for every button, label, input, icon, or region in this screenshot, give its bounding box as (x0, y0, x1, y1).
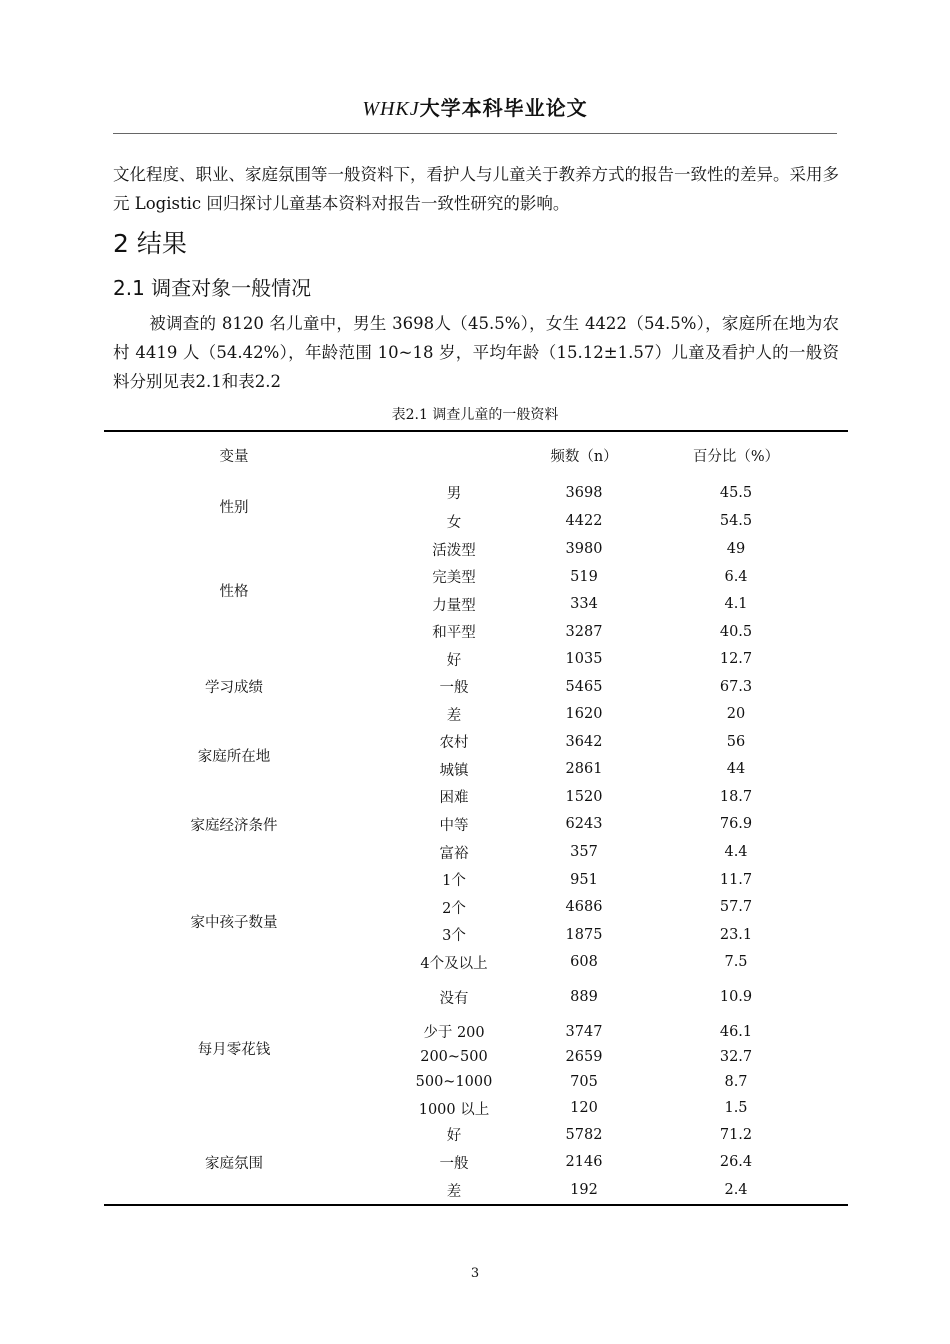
category-cell: 1个 (442, 873, 466, 889)
frequency-cell: 519 (570, 568, 598, 585)
header-rule (113, 133, 837, 134)
frequency-cell: 3698 (565, 484, 603, 501)
frequency-cell: 120 (570, 1100, 598, 1116)
header-percent: 百分比（%） (692, 448, 780, 465)
percent-cell: 49 (726, 541, 746, 557)
frequency-cell: 2146 (565, 1154, 603, 1170)
percent-cell: 4.4 (724, 844, 748, 860)
frequency-cell: 5782 (565, 1126, 603, 1143)
percent-cell: 18.7 (719, 788, 753, 805)
category-cell: 和平型 (432, 625, 476, 641)
header-variable: 变量 (219, 448, 249, 465)
variable-name-cell: 性格 (219, 583, 249, 600)
category-cell: 好 (446, 652, 462, 669)
header-frequency: 频数（n） (550, 448, 618, 465)
percent-cell: 67.3 (719, 678, 753, 695)
paragraph-results-text: 被调查的 8120 名儿童中，男生 3698人（45.5%），女生 4422（54.5%），家庭所在地为农村 4419 人（54.42%），年龄范围 10~18 岁，平均年龄（15.12±1.57）儿童及看护人的一般资料分别见表2.1和表2.2 (113, 314, 839, 391)
percent-cell: 71.2 (719, 1126, 753, 1143)
category-cell: 1000 以上 (418, 1101, 490, 1118)
percent-cell: 8.7 (724, 1074, 748, 1090)
table-row (104, 645, 848, 673)
percent-cell: 12.7 (719, 651, 753, 667)
percent-cell: 7.5 (724, 954, 748, 970)
percent-cell: 4.1 (724, 596, 748, 612)
category-cell: 一般 (439, 680, 469, 696)
category-cell: 少于 200 (423, 1025, 485, 1041)
percent-cell: 57.7 (719, 899, 753, 915)
data-table (104, 430, 848, 1206)
category-cell: 力量型 (432, 597, 476, 614)
percent-cell: 20 (726, 706, 746, 722)
frequency-cell: 334 (570, 596, 598, 612)
percent-cell: 23.1 (719, 926, 753, 943)
page-number: 3 (470, 1266, 480, 1281)
frequency-cell: 1035 (565, 651, 603, 667)
percent-cell: 45.5 (719, 484, 753, 501)
frequency-cell: 3287 (565, 623, 603, 640)
percent-cell: 11.7 (719, 871, 753, 888)
table-caption: 表2.1 调查儿童的一般资料 (391, 407, 559, 423)
category-cell: 农村 (439, 735, 469, 751)
category-cell: 差 (446, 707, 462, 724)
percent-cell: 40.5 (719, 623, 753, 640)
frequency-cell: 4422 (565, 513, 603, 529)
variable-name-cell: 家庭经济条件 (190, 818, 278, 834)
frequency-cell: 3747 (565, 1023, 603, 1040)
frequency-cell: 2861 (565, 761, 603, 777)
percent-cell: 54.5 (719, 513, 753, 529)
category-cell: 富裕 (439, 845, 469, 862)
category-cell: 困难 (439, 790, 469, 806)
percent-cell: 44 (726, 761, 746, 777)
category-cell: 中等 (439, 817, 469, 834)
frequency-cell: 3642 (565, 733, 603, 750)
paragraph-continued: 文化程度、职业、家庭氛围等一般资料下，看护人与儿童关于教养方式的报告一致性的差异。采用多元 Logistic 回归探讨儿童基本资料对报告一致性研究的影响。 (113, 165, 839, 213)
subsection-heading: 2.1 调查对象一般情况 (113, 276, 312, 300)
category-cell: 200~500 (420, 1049, 488, 1065)
percent-cell: 1.5 (724, 1100, 748, 1116)
header-cjk: 大学本科毕业论文 (419, 96, 588, 120)
header-latin: WHKJ (362, 98, 420, 120)
category-cell: 好 (446, 1128, 462, 1144)
frequency-cell: 4686 (565, 899, 603, 915)
frequency-cell: 1875 (565, 926, 603, 943)
percent-cell: 76.9 (719, 816, 753, 832)
category-cell: 差 (446, 1183, 462, 1200)
percent-cell: 56 (726, 733, 746, 750)
variable-name-cell: 性别 (219, 500, 249, 516)
table-bottom-rule (104, 1204, 848, 1206)
percent-cell: 32.7 (719, 1049, 753, 1065)
general-info-table (104, 432, 848, 1204)
frequency-cell: 1620 (565, 706, 603, 722)
table-row (104, 535, 848, 563)
section-heading: 2 结果 (113, 229, 187, 258)
paragraph-results (113, 309, 839, 396)
frequency-cell: 951 (570, 871, 598, 888)
variable-name-cell: 家庭所在地 (197, 749, 271, 765)
variable-name-cell: 家庭氛围 (205, 1156, 263, 1172)
table-row (104, 976, 848, 1018)
frequency-cell: 192 (570, 1182, 598, 1198)
frequency-cell: 705 (570, 1074, 598, 1090)
category-cell: 4个及以上 (420, 955, 488, 972)
category-cell: 男 (446, 486, 462, 502)
running-header (0, 92, 950, 121)
table-row (104, 1121, 848, 1148)
frequency-cell: 6243 (565, 816, 603, 832)
category-cell: 女 (446, 514, 462, 531)
frequency-cell: 1520 (565, 788, 603, 805)
frequency-cell: 608 (570, 954, 598, 970)
percent-cell: 46.1 (719, 1023, 753, 1040)
frequency-cell: 3980 (565, 541, 603, 557)
percent-cell: 10.9 (719, 989, 753, 1005)
frequency-cell: 889 (570, 989, 598, 1005)
table-row (104, 478, 848, 507)
frequency-cell: 5465 (565, 678, 603, 695)
category-cell: 完美型 (432, 570, 476, 586)
table-row (104, 728, 848, 755)
percent-cell: 6.4 (724, 568, 748, 585)
category-cell: 城镇 (439, 762, 469, 779)
table-row (104, 866, 848, 893)
category-cell: 没有 (439, 990, 469, 1007)
frequency-cell: 357 (570, 844, 598, 860)
variable-name-cell: 学习成绩 (205, 680, 263, 696)
variable-name-cell: 家中孩子数量 (190, 914, 278, 931)
header-category (364, 432, 544, 478)
table-header-row (104, 432, 848, 478)
frequency-cell: 2659 (565, 1049, 603, 1065)
category-cell: 活泼型 (432, 542, 476, 559)
category-cell: 2个 (442, 900, 466, 917)
category-cell: 500~1000 (415, 1074, 493, 1090)
table-body (104, 478, 848, 1204)
category-cell: 3个 (442, 928, 466, 944)
variable-name-cell: 每月零花钱 (197, 1042, 271, 1058)
percent-cell: 26.4 (719, 1154, 753, 1170)
category-cell: 一般 (439, 1155, 469, 1172)
table-row (104, 783, 848, 810)
percent-cell: 2.4 (724, 1182, 748, 1198)
